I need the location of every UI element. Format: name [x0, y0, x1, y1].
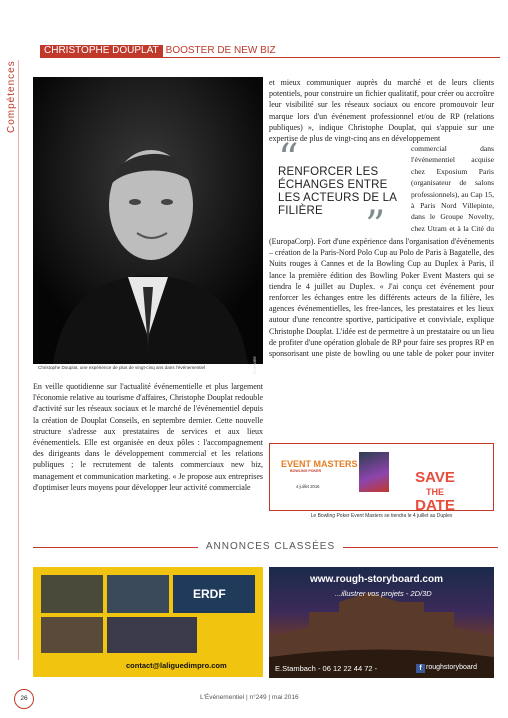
- ad-partner-logo: ERDF: [193, 587, 226, 601]
- ad-photo: [41, 617, 103, 653]
- header-topic: BOOSTER DE NEW BIZ: [165, 45, 276, 56]
- classifieds-title: ANNONCES CLASSÉES: [205, 541, 336, 552]
- photo-caption: Christophe Douplat, une expérience de plus de vingt-cinq ans dans l'événementiel: [38, 365, 206, 370]
- quote-open-icon: “: [278, 136, 299, 182]
- quote-close-icon: ”: [365, 203, 386, 249]
- page-number: 26: [14, 689, 34, 709]
- ad-contact-email[interactable]: contact@laliguedimpro.com: [126, 661, 227, 670]
- article-paragraph: (EuropaCorp). Fort d'une expérience dans l'organisation d'événements – création de la Paris-Nord Polo Cup au Polo de Paris à Bagatelle, des Nuits rouges à Cannes et de la Bowling Cup au Duplex à Paris, il lance la première édition des Bowling Poker Event Masters qui se tiendra le 4 juillet au Duplex. « J'ai conçu cet événement pour renforcer les échanges entre les différents acteurs de la filière, les agences événementielles, les free-lances, les prestataires et les lieux autour d'une rencontre sportive, participative et conviviale, explique Christophe Douplat. L'idée est de permettre à un prestataire ou un lieu de profiter d'une opération globale de RP pour faire ses propres RP en sponsorisant une piste de bowling ou une table de poker pour inviter: [269, 237, 494, 359]
- the-word: THE: [426, 487, 444, 497]
- event-ad-subtitle: BOWLING POKER: [290, 469, 322, 473]
- ad-photo: [173, 575, 255, 613]
- article-text-right-bottom: [269, 236, 494, 360]
- header-name: CHRISTOPHE DOUPLAT: [40, 45, 163, 57]
- article-text-right-mid: commercial dans l'événementiel acquise chez Exposium Paris (organisateur de salons professionnels), au Cap 15, à Paris Nord Villepinte, dans le Groupe Novelty, chez Utram et à la Cité du: [411, 144, 494, 233]
- page-footer: L'Événementiel | n°249 | mai 2016: [200, 694, 299, 701]
- ad-phone: E.Stambach - 06 12 22 44 72 -: [275, 664, 378, 673]
- ad-facebook-handle[interactable]: roughstoryboard: [426, 664, 477, 671]
- event-ad-logo: EVENT MASTERS: [281, 459, 358, 469]
- article-text-right-top: et mieux communiquer auprès du marché et de leurs clients potentiels, pour construire un fichier qualitatif, pour créer ou accroître leur visibilité sur les réseaux sociaux ou encore promouvoir leur marque lors d'un événement professionnel et/ou de RP (relations publiques) », indique Christophe Douplat, qui s'appuie sur une expertise de plus de vingt-cinq ans en développement: [269, 78, 494, 143]
- date-word: DATE: [415, 497, 455, 514]
- ad-photo: [107, 575, 169, 613]
- ad-photo: [41, 575, 103, 613]
- portrait-photo: [33, 77, 263, 364]
- classifieds-rule-left: [33, 547, 198, 548]
- header-rule: [40, 57, 500, 58]
- event-ad-caption: Le Bowling Poker Event Masters se tiendra le 4 juillet au Duplex: [310, 513, 453, 519]
- classifieds-rule-right: [343, 547, 498, 548]
- ad-tagline: ...illustrer vos projets - 2D/3D: [335, 589, 432, 598]
- event-ad-image: [359, 452, 389, 492]
- event-ad-date: 4 juillet 2016: [296, 484, 320, 489]
- section-label: Compétences: [6, 60, 17, 134]
- article-header: [40, 45, 500, 57]
- facebook-icon[interactable]: f: [416, 664, 425, 673]
- article-text-left-bottom: En veille quotidienne sur l'actualité événementielle et plus largement l'économie relative au tourisme d'affaires, Christophe Douplat redouble d'activité sur les réseaux sociaux et le marché de l'événementiel depuis la création de Douplat Conseils, en septembre dernier. Cette nouvelle structure s'adresse aux prestataires de services et aux lieux événementiels. Elle est organisée en deux pôles : l'accompagnement des dirigeants dans le développement commercial et les relations publiques ; le recrutement de talents commerciaux new biz, management et communication marketing. « Je propose aux entreprises d'optimiser leurs moyens pour développer leur activité commerciale: [33, 382, 263, 492]
- pull-quote-text: RENFORCER LES ÉCHANGES ENTRE LES ACTEURS DE LA FILIÈRE: [278, 166, 397, 217]
- ad-website-link[interactable]: www.rough-storyboard.com: [310, 574, 443, 585]
- ad-photo: [107, 617, 197, 653]
- save-word: SAVE: [415, 469, 455, 486]
- photo-credit: © DEBORE: [253, 356, 257, 374]
- portrait-illustration: [33, 77, 263, 364]
- side-rule: [18, 60, 19, 660]
